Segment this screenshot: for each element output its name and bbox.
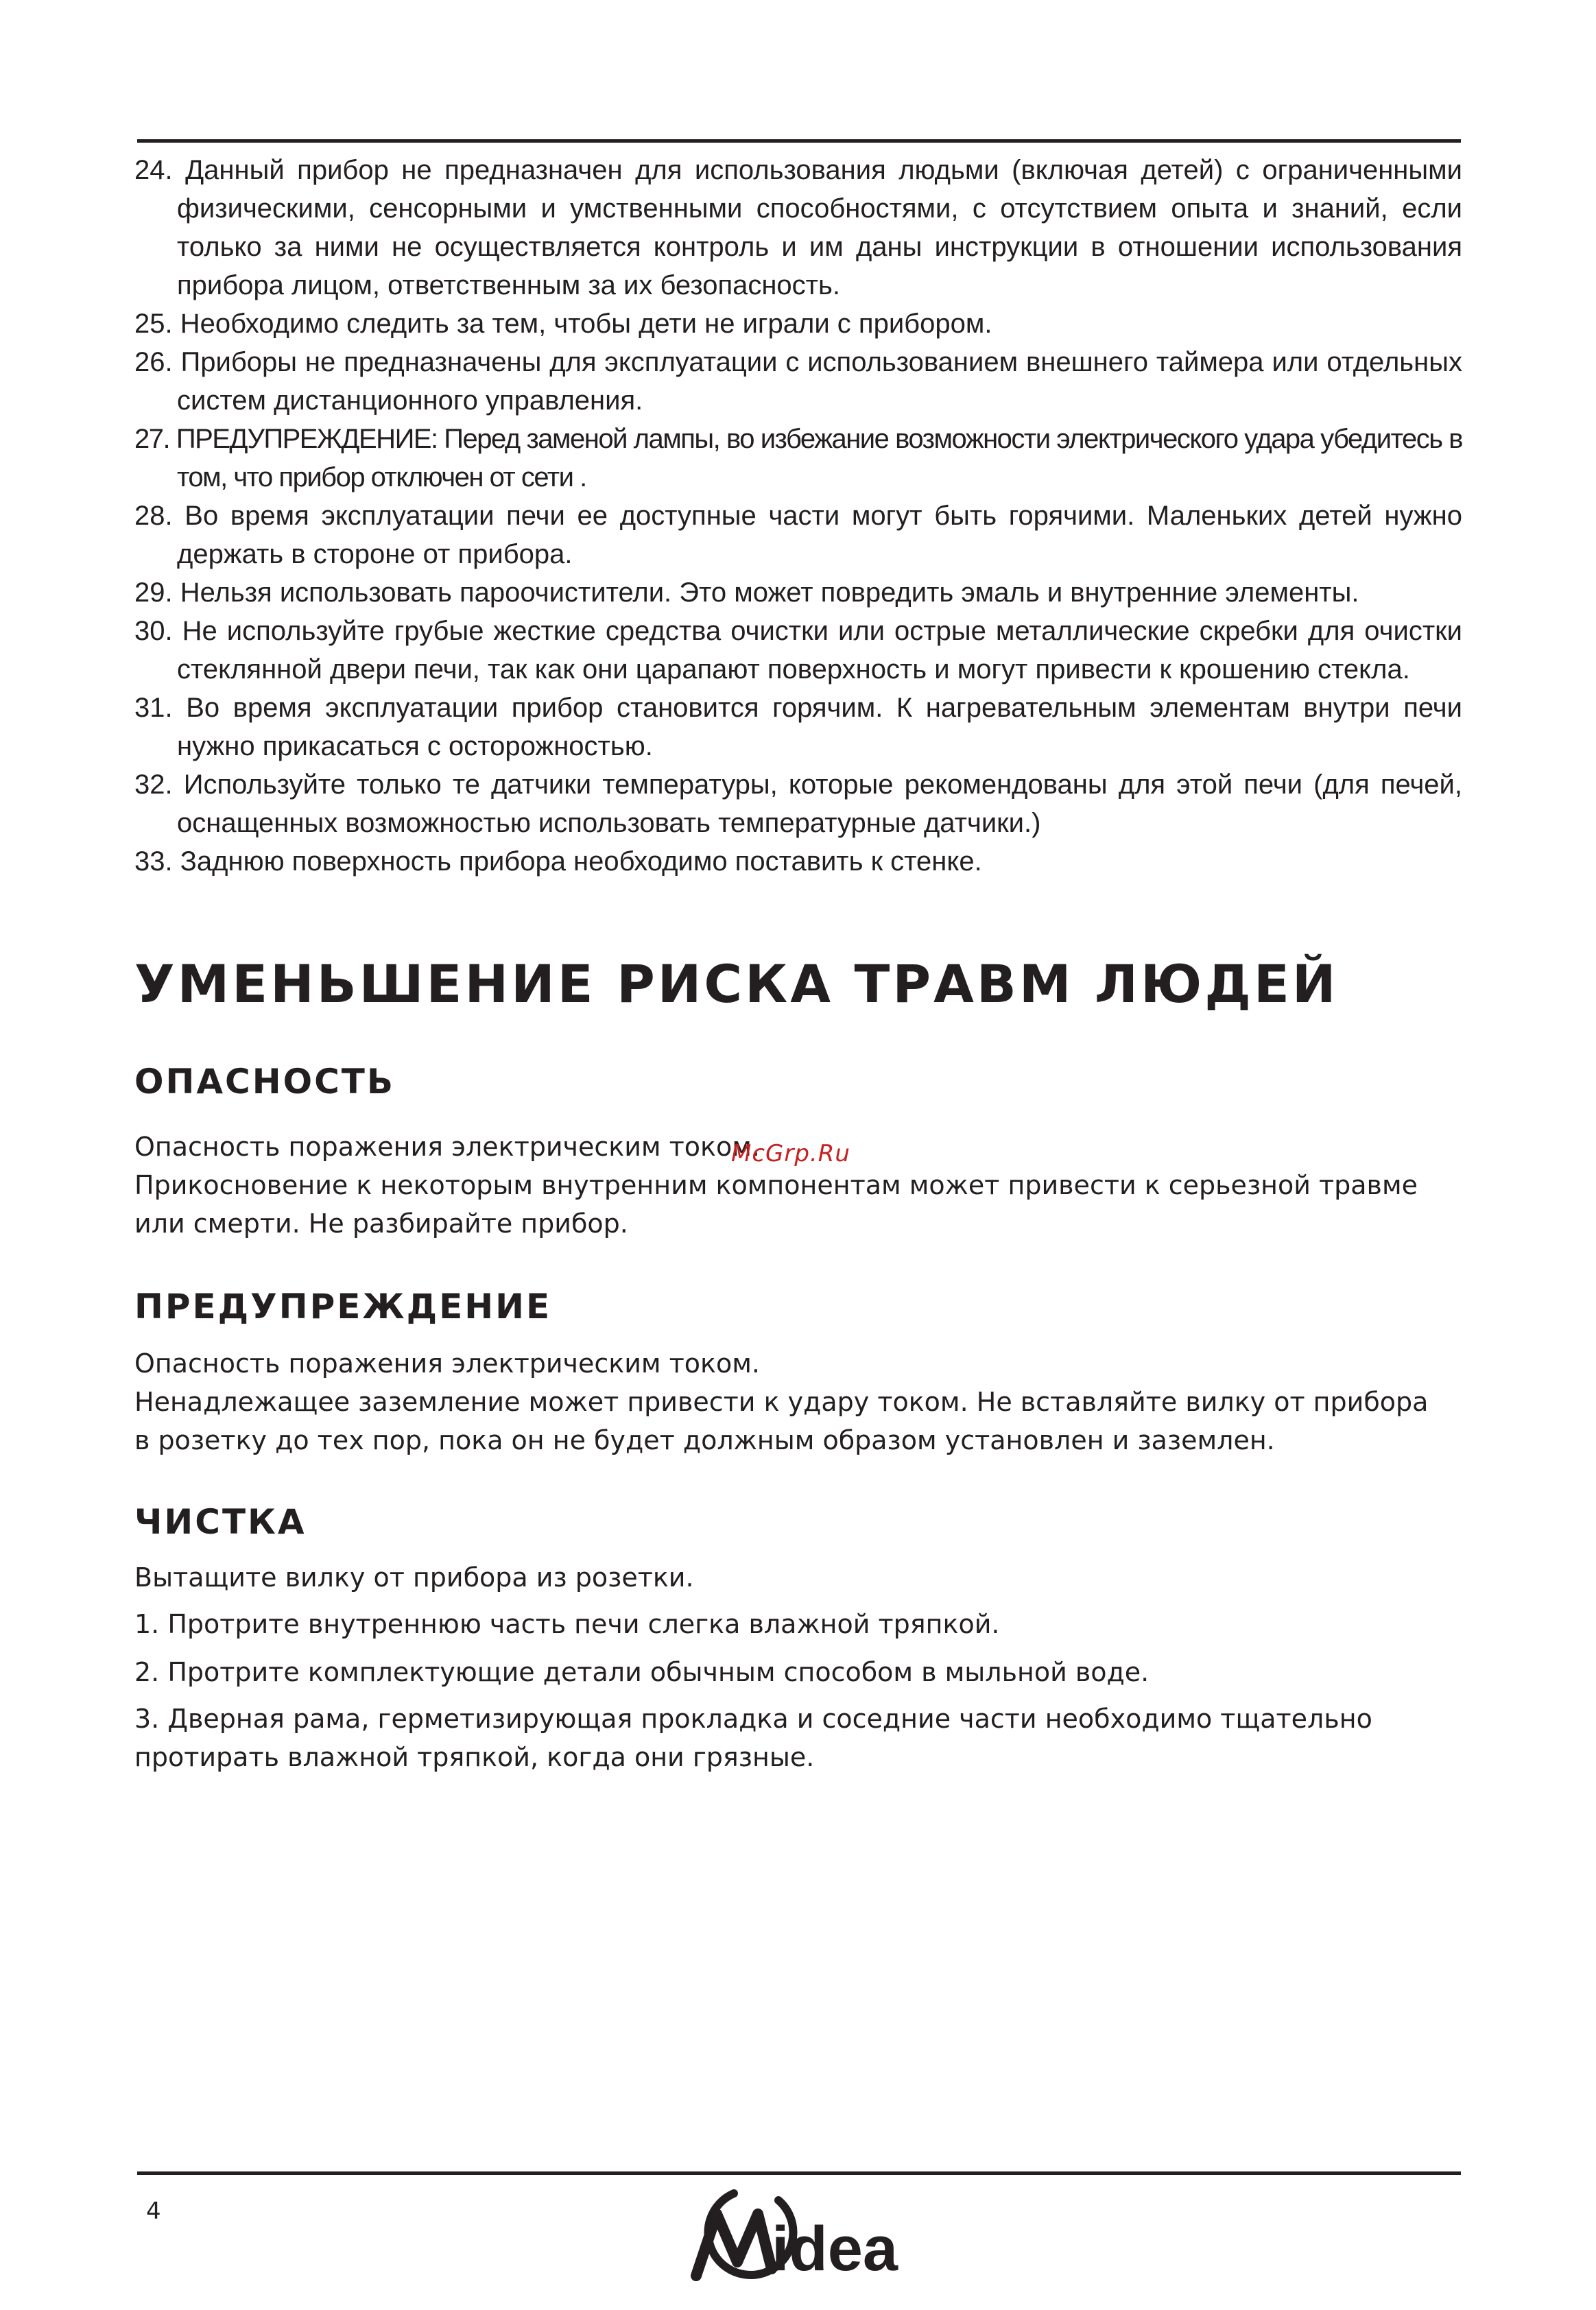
item-text: Нельзя использовать пароочистители. Это может повредить эмаль и внутренние элементы. — [180, 578, 1359, 608]
item-text: Данный прибор не предназначен для использования людьми (включая детей) с ограниченными физическими, сенсорными и умственными способностями, с отсутствием опыта и знаний, если только за ними не осуществляется контроль и им даны инструкции в отношении использования прибора лицом, ответственным за их безопасность. — [177, 155, 1462, 300]
item-text: Не используйте грубые жесткие средства очистки или острые металлические скребки для очистки стеклянной двери печи, так как они царапают поверхность и могут привести к крошению стекла. — [177, 616, 1462, 684]
list-item — [134, 343, 1462, 420]
cleaning-intro: Вытащите вилку от прибора из розетки. — [134, 1562, 694, 1593]
list-item — [134, 689, 1462, 765]
danger-line-1: Опасность поражения электрическим током. — [134, 1132, 760, 1162]
item-number: 28. — [134, 501, 173, 531]
list-item — [134, 842, 1462, 881]
list-item — [134, 151, 1462, 305]
danger-heading: ОПАСНОСТЬ — [134, 1062, 396, 1102]
list-item — [134, 305, 1462, 343]
cleaning-step-3: 3. Дверная рама, герметизирующая прокладка и соседние части необходимо тщательно протирать влажной тряпкой, когда они грязные. — [134, 1704, 1372, 1772]
list-item — [134, 612, 1462, 689]
item-number: 27. — [134, 424, 170, 454]
item-number: 30. — [134, 616, 173, 646]
item-text: Во время эксплуатации прибор становится горячим. К нагревательным элементам внутри печи нужно прикасаться с осторожностью. — [177, 693, 1462, 761]
page-number: 4 — [146, 2198, 161, 2225]
watermark: McGrp.Ru — [731, 1140, 850, 1167]
item-number: 31. — [134, 693, 173, 723]
item-text: Приборы не предназначены для эксплуатации с использованием внешнего таймера или отдельных систем дистанционного управления. — [177, 347, 1462, 416]
cleaning-heading: ЧИСТКА — [134, 1502, 307, 1542]
cleaning-step-1: 1. Протрите внутреннюю часть печи слегка влажной тряпкой. — [134, 1609, 1000, 1639]
item-number: 32. — [134, 770, 173, 800]
logo-wordmark: idea — [772, 2214, 898, 2284]
item-number: 24. — [134, 155, 173, 185]
warning-heading: ПРЕДУПРЕЖДЕНИЕ — [134, 1287, 552, 1326]
top-rule — [137, 139, 1461, 143]
warning-line-2: Ненадлежащее заземление может привести к удару током. Не вставляйте вилку от прибора в розетку до тех пор, пока он не будет должным образом установлен и заземлен. — [134, 1387, 1429, 1455]
item-number: 26. — [134, 347, 173, 377]
cleaning-step-2: 2. Протрите комплектующие детали обычным способом в мыльной воде. — [134, 1657, 1150, 1687]
list-item — [134, 420, 1462, 497]
list-item — [134, 573, 1462, 612]
item-number: 33. — [134, 846, 173, 877]
midea-logo — [669, 2173, 919, 2286]
section-title: УМЕНЬШЕНИЕ РИСКА ТРАВМ ЛЮДЕЙ — [134, 953, 1339, 1014]
warning-line-1: Опасность поражения электрическим током. — [134, 1348, 760, 1379]
safety-instructions-list — [134, 151, 1462, 881]
item-text: Во время эксплуатации печи ее доступные части могут быть горячими. Маленьких детей нужно держать в стороне от прибора. — [177, 501, 1462, 569]
list-item — [134, 765, 1462, 842]
item-text: ПРЕДУПРЕЖДЕНИЕ: Перед заменой лампы, во избежание возможности электрического удара убедитесь в том, что прибор отключен от сети . — [176, 424, 1462, 492]
item-text: Используйте только те датчики температуры, которые рекомендованы для этой печи (для печей, оснащенных возможностью использовать температурные датчики.) — [177, 770, 1462, 838]
list-item — [134, 497, 1462, 573]
danger-line-2: Прикосновение к некоторым внутренним компонентам может привести к серьезной травме или смерти. Не разбирайте прибор. — [134, 1170, 1418, 1239]
item-text: Необходимо следить за тем, чтобы дети не играли с прибором. — [180, 309, 992, 339]
item-number: 29. — [134, 578, 173, 608]
item-number: 25. — [134, 309, 173, 339]
item-text: Заднюю поверхность прибора необходимо поставить к стенке. — [180, 846, 982, 877]
